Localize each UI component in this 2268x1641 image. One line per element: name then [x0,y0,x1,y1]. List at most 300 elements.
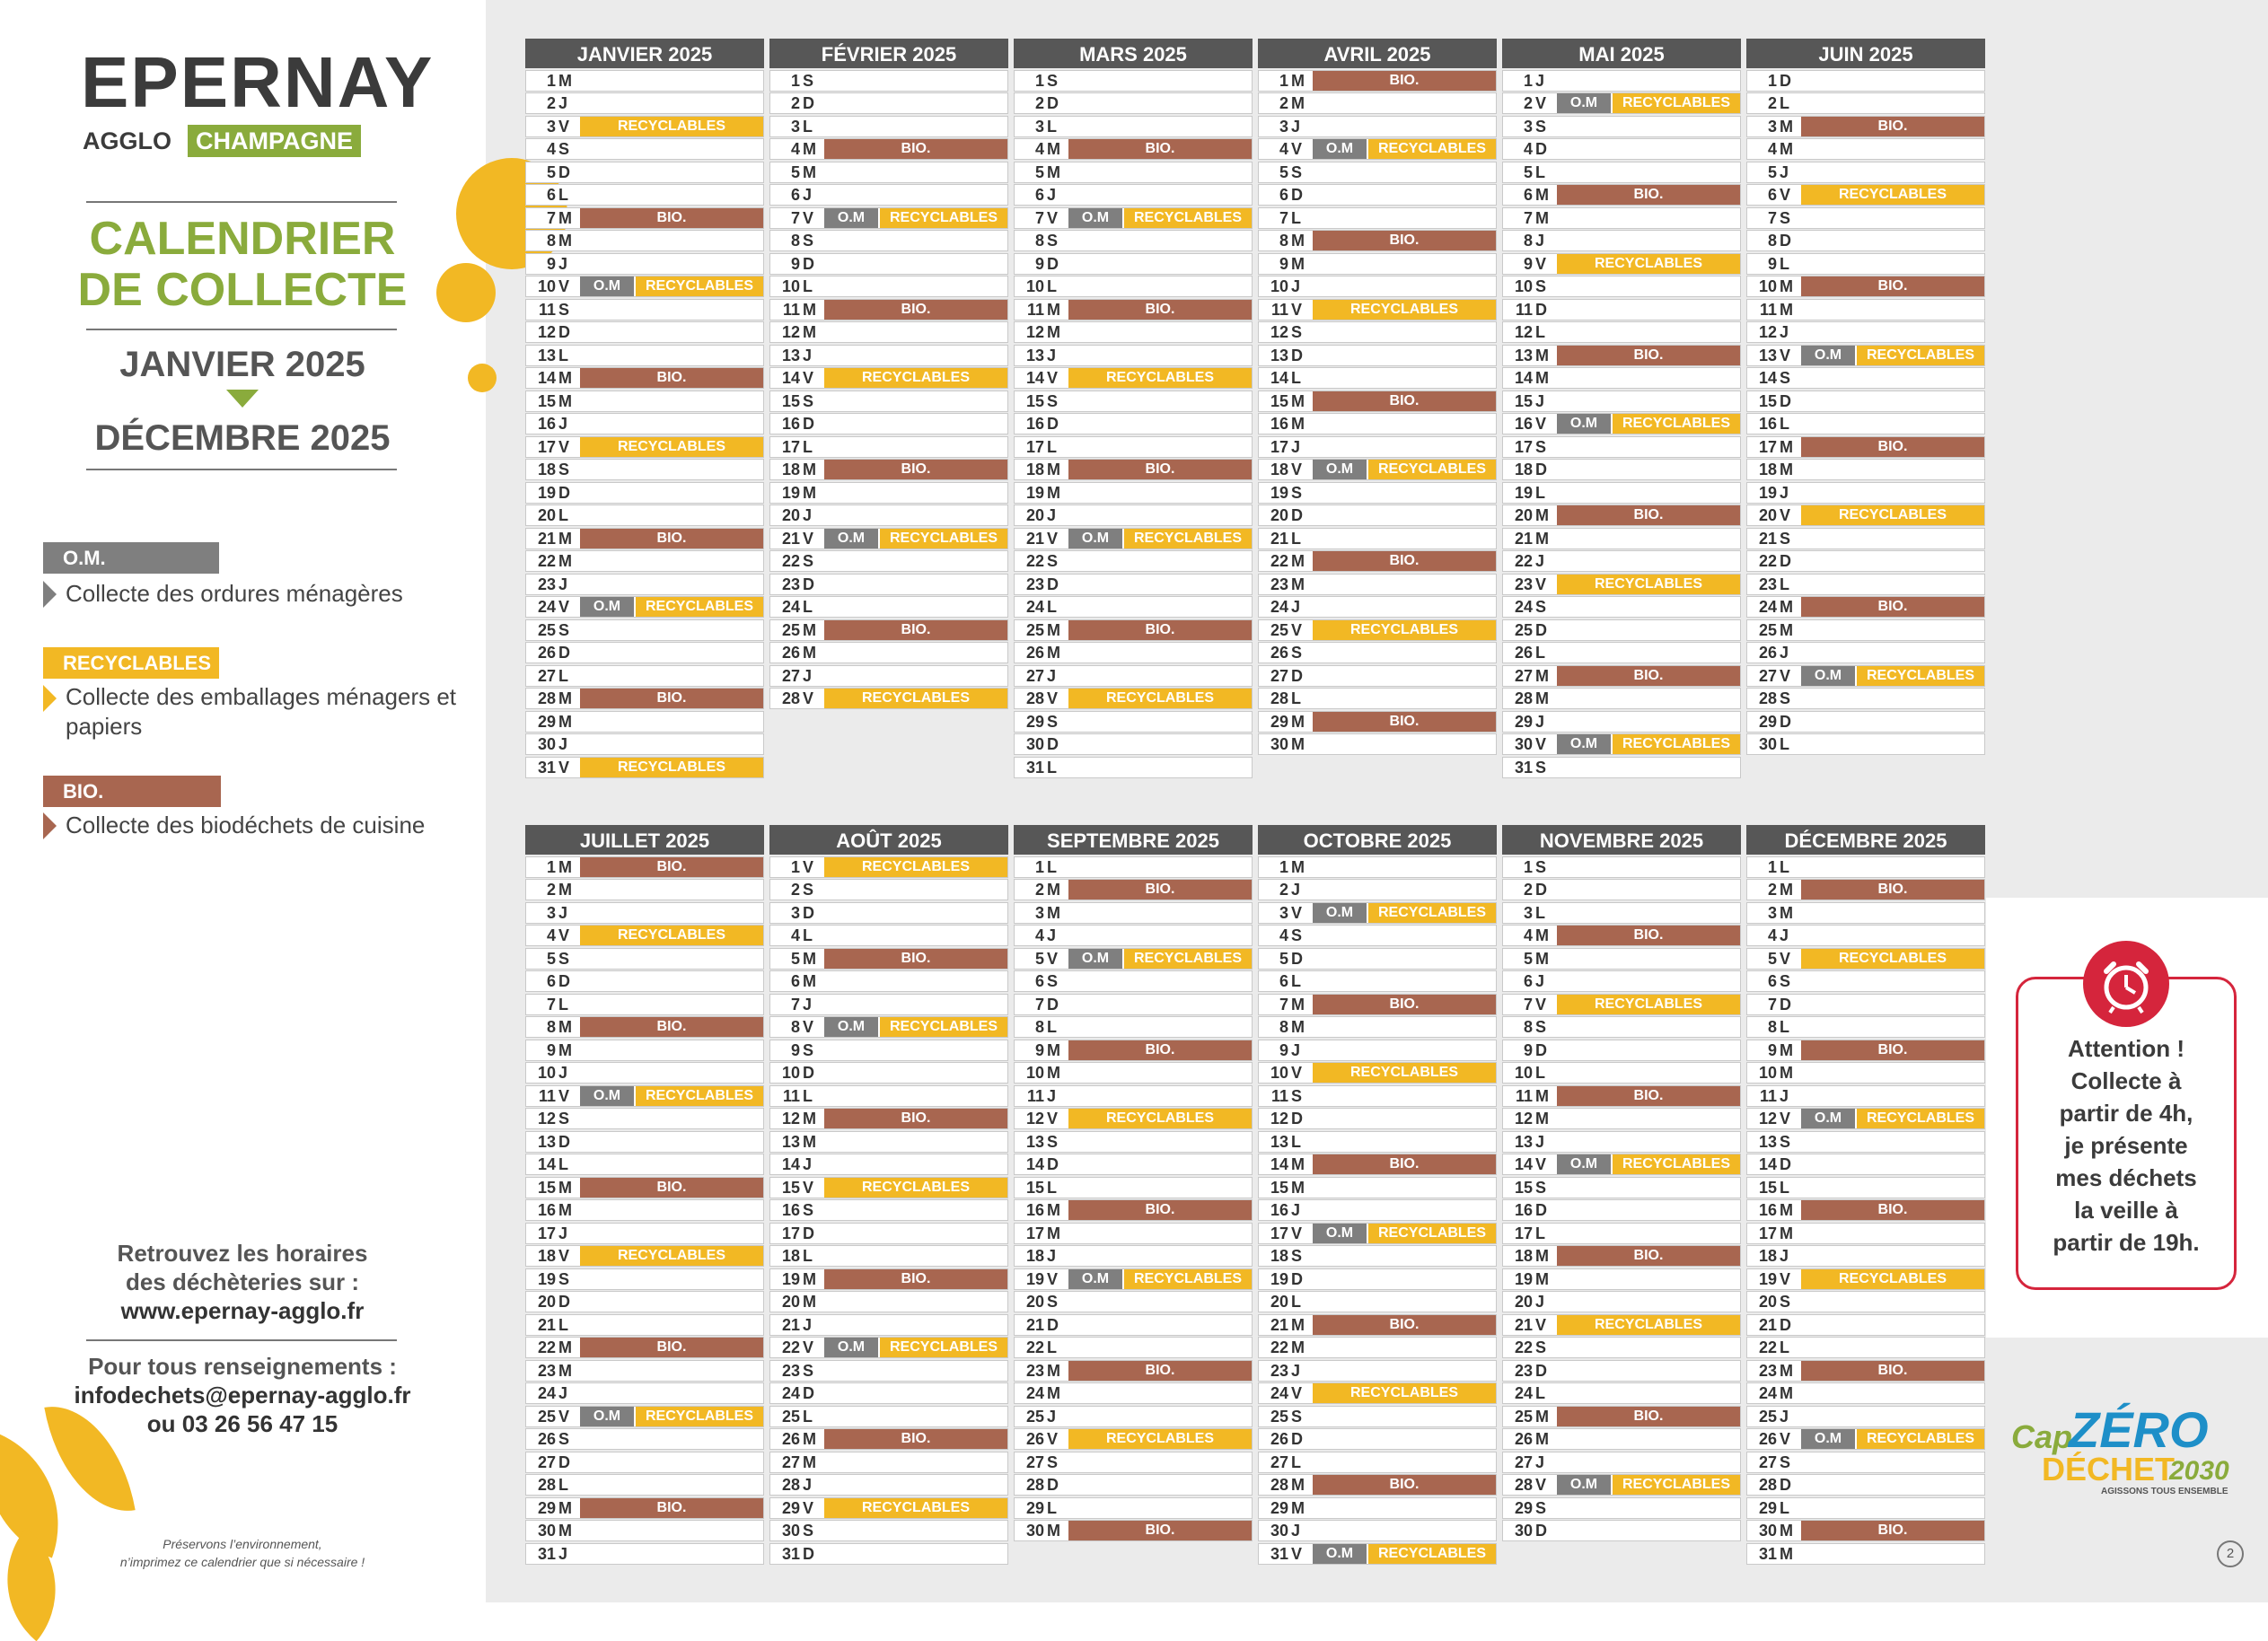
day-letter: V [1535,415,1547,433]
collection-slot [1313,551,1496,571]
collection-slot [1801,437,1984,457]
collection-slot [1068,1086,1252,1106]
day-row [1502,1497,1741,1519]
day-row [1502,253,1741,275]
collection-slot [1068,437,1252,457]
day-number: 10 [1270,277,1288,295]
day-row [1014,1452,1253,1473]
day-letter: M [1291,1498,1305,1517]
day-number: 31 [1514,758,1533,777]
bio-tag: BIO. [1068,1361,1252,1381]
day-letter: V [1535,995,1547,1014]
collection-slot [1801,1315,1984,1335]
collection-slot [1313,1498,1496,1518]
day-number: 27 [1270,666,1288,685]
day-letter: M [558,1498,572,1517]
day-row [769,1337,1008,1358]
day-letter: J [1780,1086,1789,1105]
day-number: 29 [1025,1498,1044,1517]
footer-note-line2: n’imprimez ce calendrier que si nécessaire ! [119,1555,365,1569]
day-letter: D [1535,300,1547,319]
collection-slot [580,575,763,594]
day-letter: S [558,140,570,158]
day-letter: M [558,529,572,548]
day-row [1746,367,1985,389]
collection-slot [580,162,763,182]
day-letter: S [1291,644,1303,662]
legend-arrow-icon [43,812,57,839]
day-row [1258,528,1497,549]
collection-slot [1557,995,1740,1014]
day-number: 1 [1034,71,1044,90]
day-letter: D [558,162,570,181]
title-line1: CALENDRIER [89,213,396,265]
collection-slot [1068,185,1252,205]
om-tag: O.M [1801,666,1855,686]
collection-slot [1801,1017,1984,1037]
collection-slot [1557,1338,1740,1357]
day-letter: V [558,1407,570,1426]
collection-slot [824,276,1007,296]
collection-slot [580,995,763,1014]
day-number: 4 [546,926,556,944]
day-letter: M [1291,1178,1305,1197]
day-row [525,436,764,458]
day-number: 30 [1758,735,1777,753]
collection-slot [824,1292,1007,1312]
day-number: 21 [1758,529,1777,548]
collection-slot [580,1200,763,1220]
day-letter: V [558,926,570,944]
bio-tag: BIO. [1313,995,1496,1014]
day-letter: V [1047,1110,1059,1128]
collection-slot [824,460,1007,479]
collection-slot [1068,903,1252,923]
day-number: 22 [781,552,800,570]
collection-slot [824,1452,1007,1472]
day-number: 26 [781,1430,800,1448]
day-row [1746,688,1985,709]
recyclables-tag: RECYCLABLES [1801,185,1984,205]
logo-agglo: AGGLO [83,127,171,154]
day-number: 3 [1767,903,1777,922]
day-letter: M [803,1132,816,1151]
day-number: 2 [1279,94,1288,112]
month-calendar [769,825,1008,1565]
day-number: 15 [1025,1178,1044,1197]
day-number: 13 [1270,1132,1288,1151]
day-letter: M [558,712,572,731]
collection-slot [580,1429,763,1449]
day-number: 3 [1523,903,1533,922]
collection-slot [824,1109,1007,1128]
day-row [1746,138,1985,160]
day-number: 14 [1514,369,1533,387]
day-letter: D [1780,552,1791,570]
collection-slot [824,368,1007,388]
day-number: 14 [1758,369,1777,387]
day-letter: V [803,1018,814,1036]
recyclables-tag: RECYCLABLES [1613,93,1740,113]
day-number: 5 [1523,949,1533,968]
day-letter: V [558,1247,570,1265]
day-number: 3 [790,117,800,136]
day-letter: S [803,1201,814,1219]
day-letter: L [1291,1452,1301,1471]
collection-slot [1557,1383,1740,1403]
day-letter: S [803,881,814,899]
day-number: 11 [1515,1086,1533,1105]
day-letter: J [803,1155,813,1173]
collection-slot [1068,666,1252,686]
collection-slot [1313,1154,1496,1174]
recyclables-tag: RECYCLABLES [1124,949,1252,969]
day-row [525,505,764,526]
collection-slot [580,139,763,159]
day-letter: D [1535,1361,1547,1380]
om-tag: O.M [580,1086,634,1106]
day-letter: V [1291,300,1303,319]
day-letter: L [1047,598,1057,616]
alarm-clock-icon [2083,941,2169,1027]
day-letter: S [1535,1018,1547,1036]
day-row [1502,321,1741,343]
collection-slot [1801,1498,1984,1518]
day-letter: S [1535,1498,1547,1517]
collection-slot [824,505,1007,525]
day-row [1258,688,1497,709]
day-letter: M [1780,1040,1793,1059]
day-row [525,299,764,320]
collection-slot [1313,1292,1496,1312]
collection-slot [1801,1063,1984,1083]
day-letter: M [558,1040,572,1059]
day-row [525,550,764,572]
day-number: 30 [537,735,556,753]
day-number: 5 [546,949,556,968]
day-row [1502,1314,1741,1336]
day-row [1746,1382,1985,1404]
day-row [1014,574,1253,595]
day-letter: J [1291,1040,1301,1059]
collection-slot [1313,185,1496,205]
day-row [1258,879,1497,900]
day-number: 12 [781,1110,800,1128]
recyclables-tag: RECYCLABLES [824,857,1007,877]
collection-slot [580,505,763,525]
day-row [1258,856,1497,878]
day-letter: L [558,995,568,1014]
day-letter: D [1535,140,1547,158]
day-letter: V [1291,140,1303,158]
logo-champagne: CHAMPAGNE [188,125,361,157]
day-letter: L [1291,972,1301,990]
collection-slot [824,414,1007,434]
collection-slot [1068,1407,1252,1426]
collection-slot [1313,71,1496,91]
day-number: 31 [1270,1544,1288,1563]
collection-slot [1801,995,1984,1014]
day-number: 10 [781,277,800,295]
day-number: 7 [1034,995,1044,1014]
day-row [1014,1245,1253,1267]
day-letter: M [1535,1086,1549,1105]
day-number: 20 [1025,1293,1044,1311]
day-letter: D [803,254,814,273]
day-number: 2 [1523,881,1533,899]
day-number: 27 [1758,1452,1777,1471]
day-row [769,1131,1008,1153]
day-number: 30 [1270,735,1288,753]
day-number: 21 [781,529,800,548]
day-number: 2 [1034,881,1044,899]
collection-slot [1801,643,1984,663]
collection-slot [1313,643,1496,663]
collection-slot [1801,139,1984,159]
day-row [769,1154,1008,1175]
collection-slot [580,712,763,732]
day-letter: V [1535,575,1547,593]
day-number: 26 [1514,644,1533,662]
day-number: 11 [1515,300,1533,319]
day-letter: S [803,1040,814,1059]
collection-slot [1068,391,1252,411]
collection-slot [1801,949,1984,969]
attention-line: Attention ! [2068,1035,2184,1062]
day-number: 21 [537,529,556,548]
day-row [1746,1291,1985,1312]
legend-arrow-icon [43,685,57,712]
day-letter: L [558,1315,568,1334]
collection-slot [824,1315,1007,1335]
recyclables-tag: RECYCLABLES [824,689,1007,708]
day-row [1258,345,1497,366]
day-number: 6 [1523,972,1533,990]
day-number: 25 [537,1407,556,1426]
recyclables-tag: RECYCLABLES [1368,460,1496,479]
collection-slot [1068,414,1252,434]
day-letter: V [1535,735,1547,753]
day-letter: V [558,437,570,456]
day-row [769,1085,1008,1107]
collection-slot [824,139,1007,159]
collection-slot [1557,505,1740,525]
collection-slot [1557,139,1740,159]
om-tag: O.M [580,276,634,296]
day-letter: M [1291,1315,1305,1334]
bio-tag: BIO. [1557,926,1740,945]
collection-slot [1801,1040,1984,1060]
day-row [1502,733,1741,755]
bio-tag: BIO. [580,689,763,708]
collection-slot [580,949,763,969]
day-row [1014,1268,1253,1290]
day-letter: D [558,483,570,502]
day-row [1502,230,1741,251]
day-letter: D [558,972,570,990]
day-number: 7 [1279,995,1288,1014]
collection-slot [1313,460,1496,479]
day-number: 2 [546,881,556,899]
day-letter: D [1047,1315,1059,1334]
day-letter: L [558,1476,568,1494]
collection-slot [1313,437,1496,457]
day-letter: V [1047,689,1059,707]
day-letter: L [1780,1178,1789,1197]
day-letter: M [1291,1155,1305,1173]
day-letter: D [1047,995,1059,1014]
day-number: 19 [1758,483,1777,502]
day-letter: M [1780,903,1793,922]
day-row [1746,733,1985,755]
day-letter: M [558,208,572,227]
collection-slot [824,880,1007,899]
om-tag: O.M [1313,460,1367,479]
bio-tag: BIO. [1557,185,1740,205]
day-number: 15 [1270,391,1288,410]
collection-slot [1801,391,1984,411]
collection-slot [1313,1429,1496,1449]
collection-slot [1313,414,1496,434]
day-number: 29 [1270,1498,1288,1517]
om-tag: O.M [1557,734,1611,754]
day-letter: J [1535,1452,1545,1471]
collection-slot [1801,1383,1984,1403]
day-letter: J [803,995,813,1014]
day-number: 3 [790,903,800,922]
day-row [769,925,1008,946]
day-row [1502,1291,1741,1312]
collection-slot [1313,300,1496,320]
day-number: 21 [781,1315,800,1334]
collection-slot [580,1338,763,1357]
day-letter: S [1047,972,1059,990]
collection-slot [1557,1017,1740,1037]
day-number: 20 [1758,506,1777,524]
collection-slot [580,551,763,571]
day-letter: J [803,1476,813,1494]
day-letter: D [558,644,570,662]
day-row [1502,642,1741,663]
collection-slot [1313,505,1496,525]
day-letter: S [1047,232,1059,250]
day-number: 20 [1514,506,1533,524]
day-letter: L [1535,483,1545,502]
day-number: 7 [790,208,800,227]
bio-tag: BIO. [824,460,1007,479]
day-letter: S [1047,391,1059,410]
day-number: 12 [1514,323,1533,341]
day-number: 15 [1025,391,1044,410]
collection-slot [1557,162,1740,182]
day-number: 24 [537,1384,556,1402]
day-row [1502,436,1741,458]
day-letter: M [558,857,572,876]
day-row [1746,253,1985,275]
day-row [1502,1108,1741,1129]
day-number: 10 [1758,1064,1777,1082]
day-letter: L [1047,1338,1057,1356]
day-row [1014,1040,1253,1061]
day-letter: J [1291,598,1301,616]
day-letter: D [1535,1522,1547,1540]
day-row [1258,711,1497,733]
day-number: 18 [1025,461,1044,478]
day-number: 1 [1279,71,1288,90]
day-row [1746,413,1985,434]
email-link[interactable]: infodechets@epernay-agglo.fr [74,1382,411,1408]
collection-slot [1557,437,1740,457]
day-letter: L [1047,857,1057,876]
collection-slot [1068,926,1252,945]
day-row [1502,1382,1741,1404]
collection-slot [580,857,763,877]
day-number: 9 [1279,1040,1288,1059]
collection-slot [580,1063,763,1083]
day-letter: J [1047,506,1057,524]
day-row [1014,1223,1253,1244]
day-letter: V [803,689,814,707]
recyclables-tag: RECYCLABLES [1857,666,1984,686]
collection-slot [1313,597,1496,617]
day-row [769,1543,1008,1565]
attention-line: partir de 19h. [2053,1229,2200,1256]
recyclables-tag: RECYCLABLES [1557,254,1740,274]
day-row [1502,619,1741,641]
day-number: 16 [1270,1201,1288,1219]
legend-text-om: Collecte des ordures ménagères [66,580,403,607]
day-row [1014,1062,1253,1084]
day-letter: S [1291,162,1303,181]
day-number: 27 [1758,666,1777,685]
bio-tag: BIO. [1313,231,1496,250]
day-letter: M [1535,689,1549,707]
day-number: 17 [1758,1224,1777,1242]
day-row [769,162,1008,183]
day-letter: D [1535,461,1547,478]
day-row [1014,505,1253,526]
day-row [1258,482,1497,504]
day-row [525,948,764,970]
day-row [1258,574,1497,595]
day-number: 17 [781,1224,800,1242]
day-number: 26 [537,1430,556,1448]
collection-slot [1068,620,1252,640]
info-line1: Retrouvez les horaires [117,1240,368,1267]
recyclables-tag: RECYCLABLES [1068,1109,1252,1128]
day-letter: S [1047,552,1059,570]
recyclables-tag: RECYCLABLES [1368,1544,1496,1564]
day-row [1502,994,1741,1015]
day-number: 11 [1270,300,1288,319]
bio-tag: BIO. [1068,1040,1252,1060]
bio-tag: BIO. [1068,1521,1252,1540]
day-number: 23 [781,1361,800,1380]
collection-slot [1801,689,1984,708]
day-row [525,1337,764,1358]
day-letter: M [1047,1361,1060,1380]
collection-slot [824,689,1007,708]
day-row [1746,1268,1985,1290]
website-link[interactable]: www.epernay-agglo.fr [120,1297,365,1324]
divider [86,329,397,330]
day-number: 21 [1514,529,1533,548]
collection-slot [1313,1407,1496,1426]
day-letter: S [1780,1452,1791,1471]
day-number: 6 [790,972,800,990]
recyclables-tag: RECYCLABLES [636,1407,763,1426]
day-number: 4 [1279,140,1288,158]
